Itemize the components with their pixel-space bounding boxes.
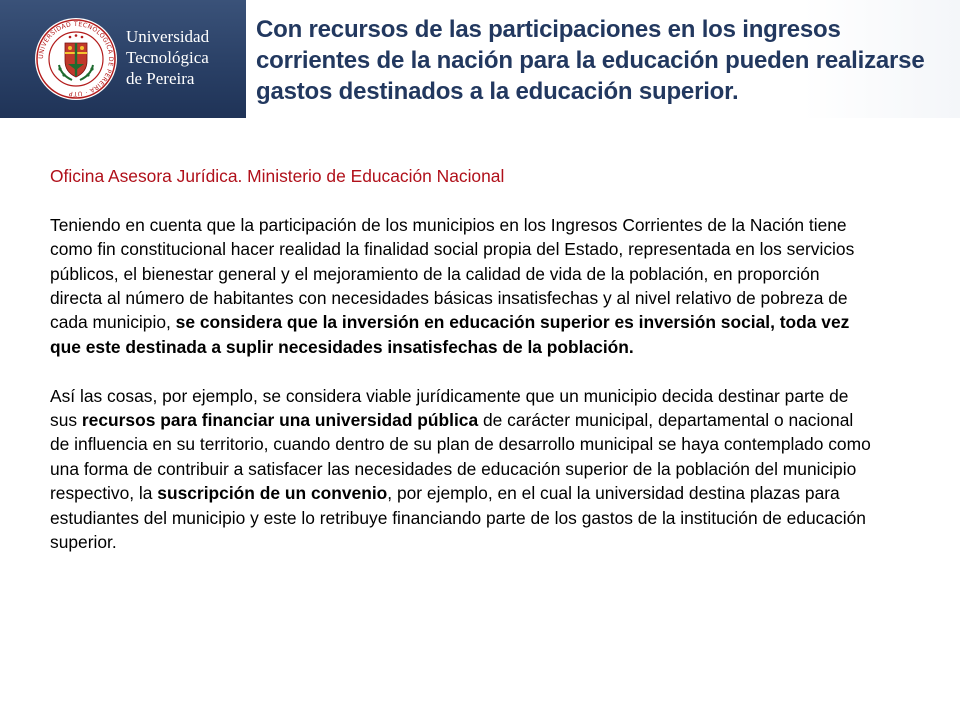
paragraph-2-bold-a: recursos para financiar una universidad pública bbox=[81, 410, 479, 431]
paragraph-1-text: Teniendo en cuenta que la participación de los municipios en los Ingresos Corrientes de la Nación tiene como fin constitucional hacer realidad la finalidad social propia del Estado, representada en los servicios públicos, el bienestar general y el mejoramiento de la calidad de vida de la población, en proporción directa al número de habitantes con necesidades básicas insatisfechas y al nivel relativo de pobreza de cada municipio, bbox=[50, 214, 855, 333]
university-name-line-3: de Pereira bbox=[126, 69, 195, 88]
seal-ring-text: UNIVERSIDAD TECNOLÓGICA DE PEREIRA · UTP bbox=[37, 20, 115, 98]
paragraph-1-bold: se considera que la inversión en educación superior es inversión social, toda vez que este destinada a suplir necesidades insatisfechas de la población. bbox=[50, 312, 850, 357]
source-subtitle: Oficina Asesora Jurídica. Ministerio de Educación Nacional bbox=[50, 166, 505, 186]
university-name-line-1: Universidad bbox=[126, 27, 210, 46]
paragraph-2-text-a: Así las cosas, por ejemplo, se considera viable jurídicamente que un municipio decida destinar parte de sus bbox=[50, 385, 849, 431]
paragraph-2 bbox=[50, 384, 876, 555]
university-name bbox=[126, 26, 238, 89]
university-seal-icon bbox=[34, 17, 118, 101]
paragraph-2-bold-b: suscripción de un convenio bbox=[157, 483, 388, 504]
slide-header bbox=[0, 0, 960, 118]
slide-title: Con recursos de las participaciones en los ingresos corrientes de la nación para la educación pueden realizarse gastos destinados a la educación superior. bbox=[256, 16, 925, 105]
paragraph-1 bbox=[50, 213, 876, 359]
university-name-line-2: Tecnológica bbox=[126, 48, 209, 67]
slide-body bbox=[50, 164, 876, 554]
university-logo-panel bbox=[0, 0, 246, 118]
title-panel bbox=[246, 0, 960, 118]
paragraph-2-text-c: , por ejemplo, en el cual la universidad destina plazas para estudiantes del municipio y este lo retribuye financiando parte de los gastos de la institución de educación superior. bbox=[50, 483, 866, 553]
paragraph-2-text-b: de carácter municipal, departamental o nacional de influencia en su territorio, cuando dentro de su plan de desarrollo municipal se haya contemplado como una forma de contribuir a satisfacer las necesidades de educación superior de la población del municipio respectivo, la bbox=[50, 410, 871, 504]
